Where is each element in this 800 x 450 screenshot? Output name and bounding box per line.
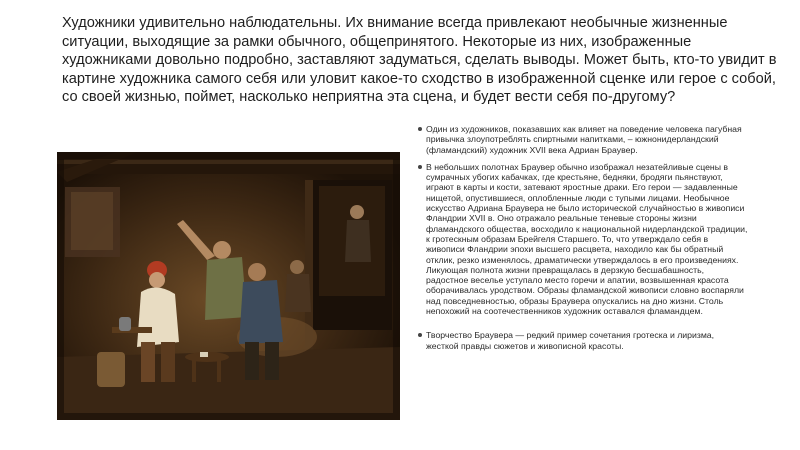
bullet-item [418,330,748,351]
bullet-item [418,124,748,155]
tavern-painting [57,152,400,420]
bullet-dot-icon [418,127,422,131]
bullet-dot-icon [418,165,422,169]
bullet-text: Один из художников, показавших как влияет на поведение человека пагубная привычка злоупотреблять спиртными напитками, – южнонидерландский (фламандский) художник XVII века Адриан Браувер. [426,124,742,155]
intro-paragraph: Художники удивительно наблюдательны. Их внимание всегда привлекают необычные жизненные ситуации, выходящие за рамки обычного, общепринятого. Некоторые из них, изображенные художниками довольно подробно, заставляют задуматься, сделать выводы. Может быть, кто-то увидит в картине художника самого себя или уловит какое-то сходство в изображенной сценке или герое с собой, со своей жизнью, поймет, насколько неприятна эта сцена, и будет вести себя по-другому? [62,15,777,106]
bullet-list [418,124,748,358]
bullet-item [418,162,748,316]
bullet-dot-icon [418,333,422,337]
bullet-text: В небольших полотнах Браувер обычно изображал незатейливые сцены в сумрачных убогих кабачках, где крестьяне, бедняки, бродяги пьянствуют, играют в карты и кости, затевают яростные драки. Его герои — задавленные нищетой, опустившиеся, оплобленные люди с тупыми лицами. Необычное искусство Адриана Браувера не было исторической случайностью в живописи Фландрии XVII в. Оно отражало реальные теневые стороны жизни фламандского общества, восходило к национальной нидерландской традиции, к гротескным образам Брейгеля Старшего. То, что утверждало себя в живописи Фландрии эпохи высшего расцвета, находило как бы обратный отклик, резко изменялось, драматически утверждалось в его произведениях. Ликующая полнота жизни превращалась в дерзкую бесшабашность, радостное веселье уступало место горечи и апатии, возвышенная красота оборачивалась уродством. Образы фламандской живописи словно воспаряли над повседневностью, образы Браувера опускались на дно жизни. Столь непохожий на соотечественников художник оставался фламандцем. [426,161,748,317]
bullet-text: Творчество Браувера — редкий пример сочетания гротеска и лиризма, жесткой правды сюжетов и живописной красоты. [426,330,715,351]
